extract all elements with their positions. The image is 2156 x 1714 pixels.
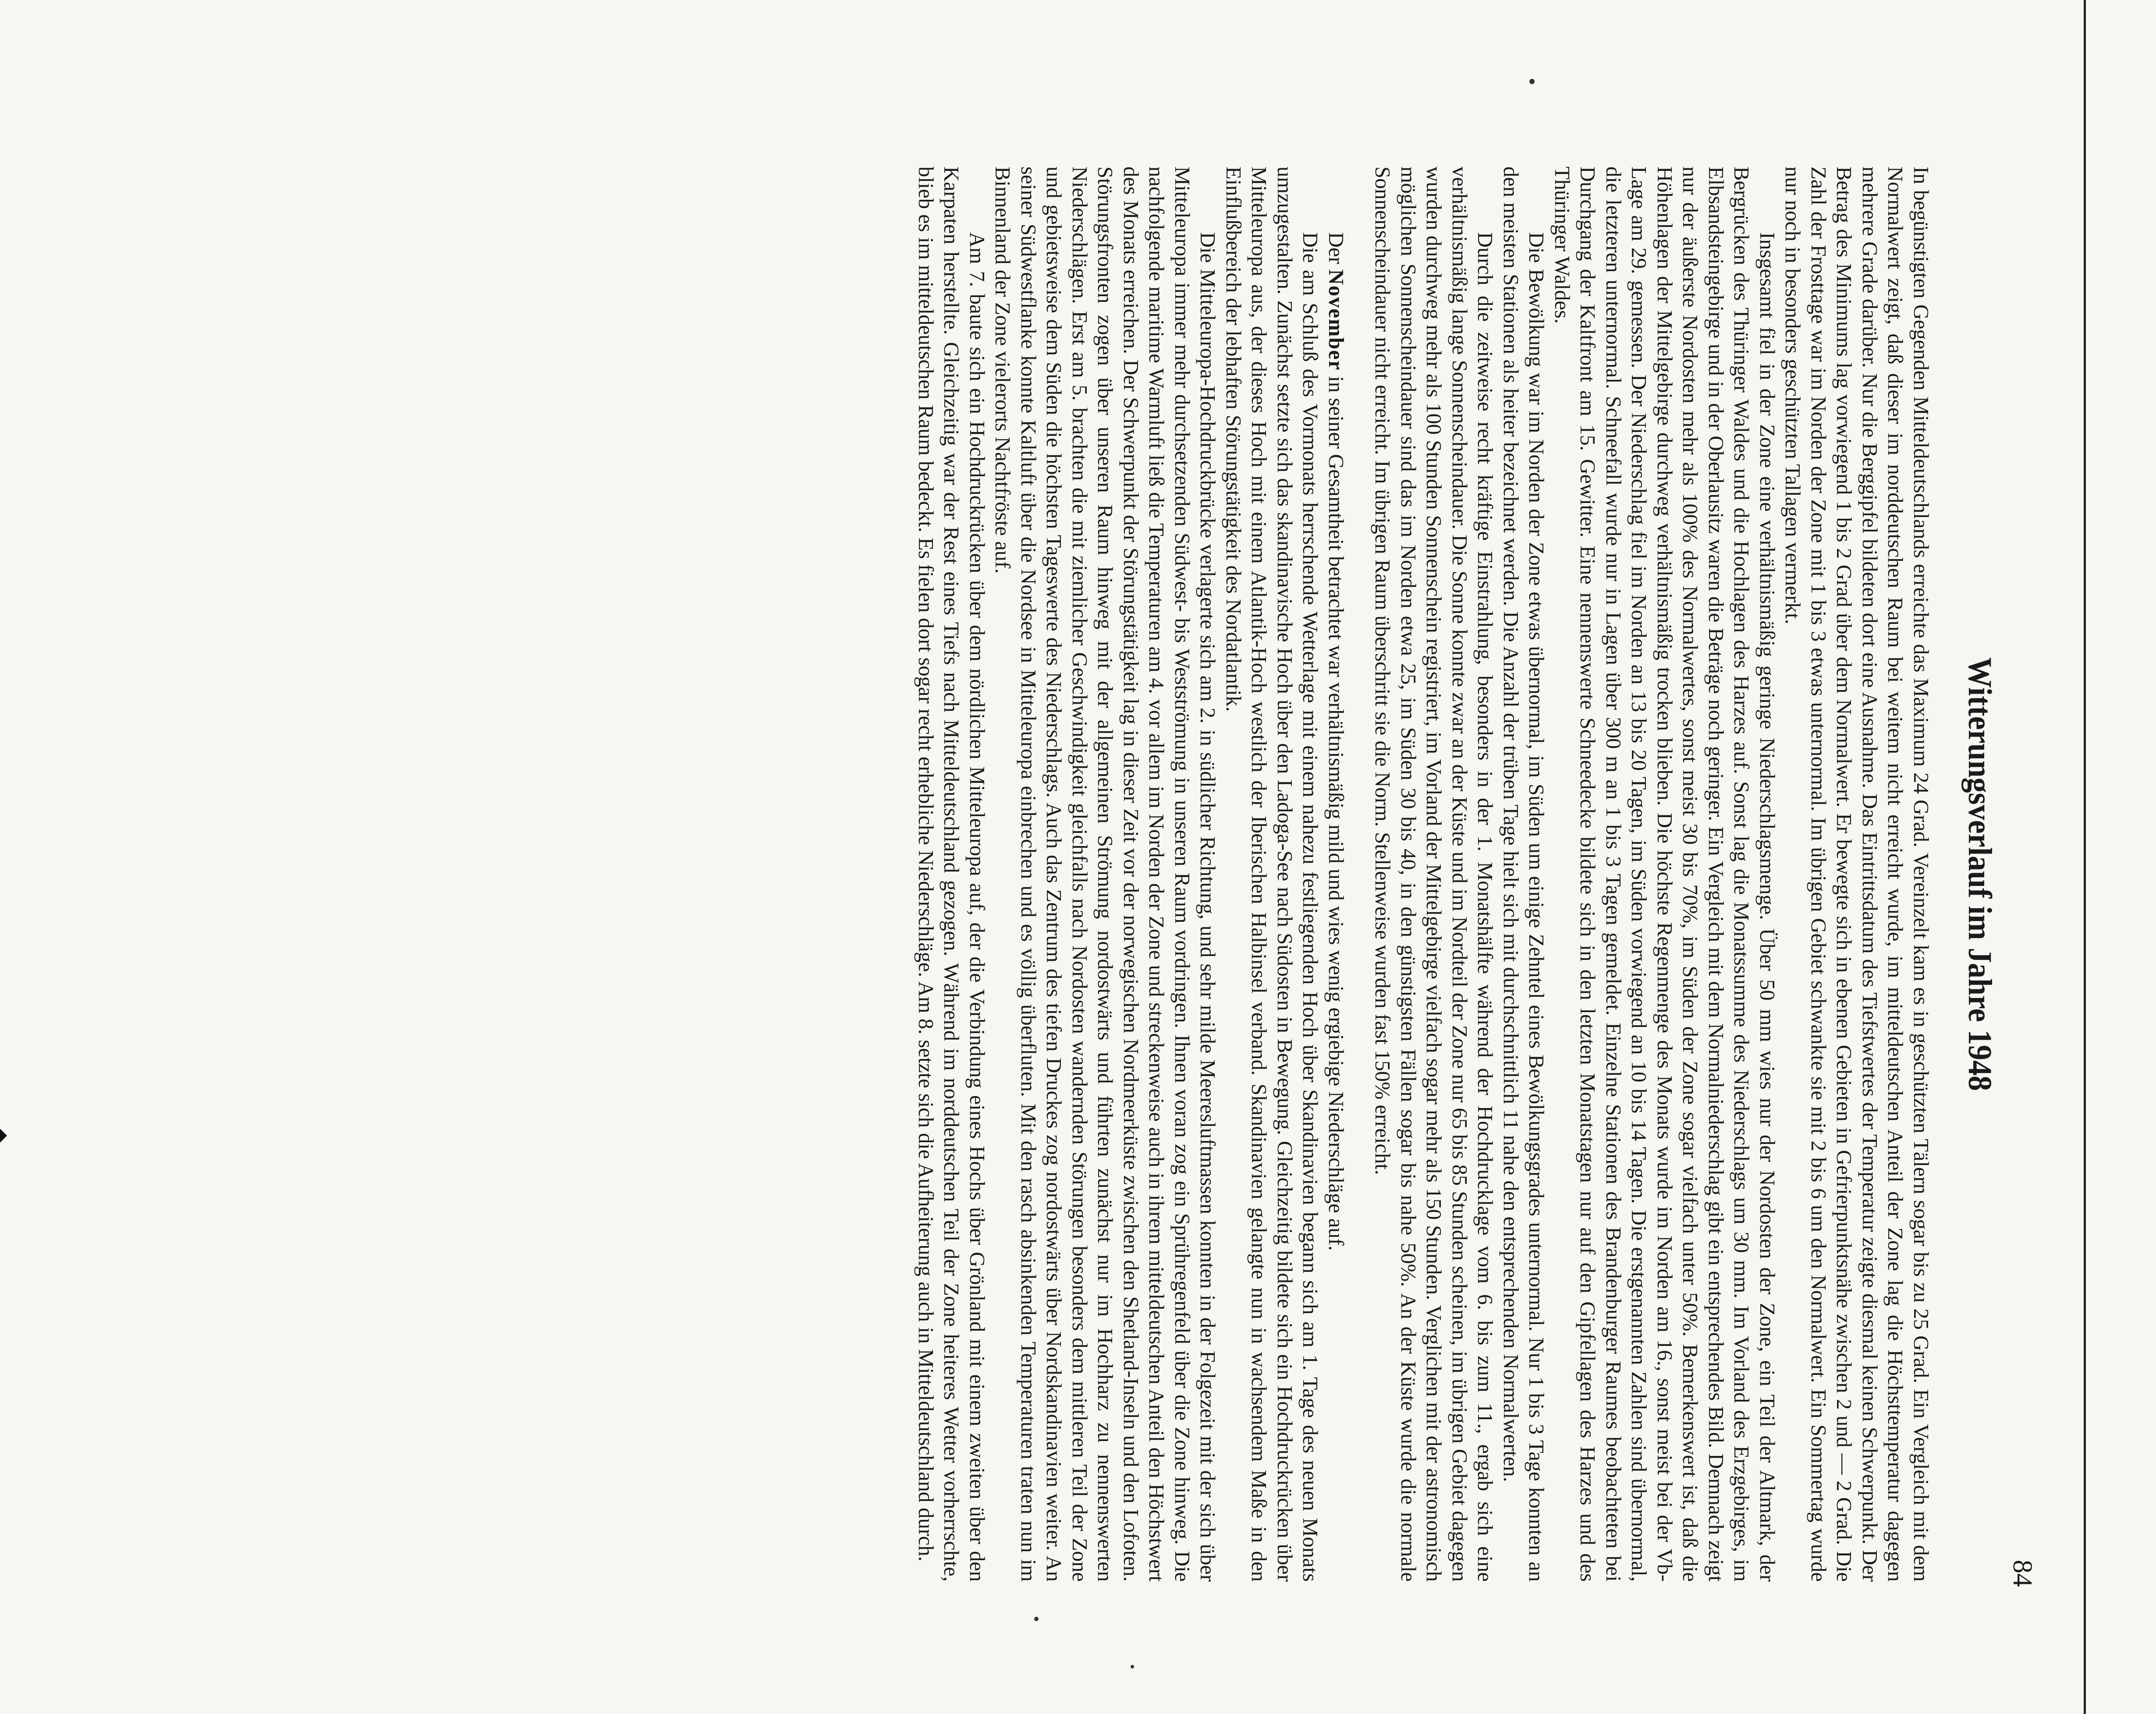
- article: [913, 166, 1999, 1582]
- month-heading: November: [1324, 269, 1348, 371]
- page-number: 84: [2007, 1560, 2037, 1587]
- scan-speck: [1034, 1617, 1039, 1621]
- scan-speck: [1131, 1665, 1134, 1668]
- paragraph: Durch die zeitweise recht kräftige Einstrahlung, besonders in der 1. Monatshälfte während der Hochdrucklage vom 6. bis zum 11., ergab sich eine verhältnismäßig lange Sonnenscheindauer. Die Sonne konnte zwar an der Küste und im Nordteil der Zone nur 65 bis 85 Stunden scheinen, im übrigen Gebiet dagegen wurden durchweg mehr als 100 Stunden Sonnenschein registriert, im Vorland der Mittelgebirge vielfach sogar mehr als 150 Stunden. Verglichen mit der astronomisch möglichen Sonnenscheindauer sind das im Norden etwa 25, im Süden 30 bis 40, in den günstigsten Fällen sogar bis nahe 50%. An der Küste wurde die normale Sonnenscheindauer nicht erreicht. Im übrigen Raum überschritt sie die Norm. Stellenweise wurden fast 150% erreicht.: [1371, 166, 1497, 1582]
- paragraph: Insgesamt fiel in der Zone eine verhältnismäßig geringe Niederschlagsmenge. Über 50 mm wies nur der Nordosten der Zone, ein Teil der Altmark, der Bergrücken des Thüringer Waldes und die Hochlagen des Harzes auf. Sonst lag die Monatssumme des Niederschlags um 30 mm. Im Vorland des Erzgebirges, im Elbsandsteingebirge und in der Oberlausitz waren die Beträge noch geringer. Ein Vergleich mit dem Normalniederschlag gibt ein entsprechendes Bild. Demnach zeigt nur der äußerste Nordosten mehr als 100% des Normalwertes, sonst meist 30 bis 70%, im Süden der Zone sogar vielfach unter 50%. Bemerkenswert ist, daß die Höhenlagen der Mittelgebirge durchweg verhältnismäßig trocken blieben. Die höchste Regenmenge des Monats wurde im Norden am 16., sonst meist bei der Vb-Lage am 29. gemessen. Der Niederschlag fiel im Norden an 13 bis 20 Tagen, im Süden vorwiegend an 10 bis 14 Tagen. Die erstgenannten Zahlen sind übernormal, die letzteren unternormal. Schneefall wurde nur in Lagen über 300 m an 1 bis 3 Tagen gemeldet. Einzelne Stationen des Brandenburger Raumes beobachteten bei Durchgang der Kaltfront am 15. Gewitter. Eine nennenswerte Schneedecke bildete sich in den letzten Monatstagen nur auf den Gipfellagen des Harzes und des Thüringer Waldes.: [1550, 166, 1779, 1582]
- paragraph: In begünstigten Gegenden Mitteldeutschlands erreichte das Maximum 24 Grad. Vereinzelt kam es in geschützten Tälern sogar bis zu 25 Grad. Ein Vergleich mit dem Normalwert zeigt, daß dieser im norddeutschen Raum bei weitem nicht erreicht wurde, im mitteldeutschen Anteil der Zone lag die Höchsttemperatur dagegen mehrere Grade darüber. Nur die Berggipfel bildeten dort eine Ausnahme. Das Eintrittsdatum des Tiefstwertes der Temperatur zeigte diesmal keinen Schwerpunkt. Der Betrag des Minimums lag vorwiegend 1 bis 2 Grad über dem Normalwert. Er bewegte sich in ebenen Gebieten in Gefrierpunktsnähe zwischen 2 und — 2 Grad. Die Zahl der Frosttage war im Norden der Zone mit 1 bis 3 etwas unternormal. Im übrigen Gebiet schwankte sie mit 2 bis 6 um den Normalwert. Ein Sommertag wurde nur noch in besonders geschützten Tallagen vermerkt.: [1781, 166, 1933, 1582]
- edge-marker: [0, 1126, 7, 1145]
- paragraph-text: in seiner Gesamtheit betrachtet war verhältnismäßig mild und wies wenig ergiebige Niederschläge auf.: [1324, 371, 1348, 1251]
- paragraph: Die am Schluß des Vormonats herrschende Wetterlage mit einem nahezu festliegenden Hoch über Skandinavien begann sich am 1. Tage des neuen Monats umzugestalten. Zunächst setzte sich das skandinavische Hoch über den Ladoga-See nach Südosten in Bewegung. Gleichzeitig bildete sich ein Hochdruckrücken über Mitteleuropa aus, der dieses Hoch mit einem Atlantik-Hoch westlich der Iberischen Halbinsel verband. Skandinavien gelangte nun in wachsendem Maße in den Einflußbereich der lebhaften Störungstätigkeit des Nordatlantik.: [1222, 166, 1322, 1582]
- paragraph: Am 7. baute sich ein Hochdruckrücken über dem nördlichen Mitteleuropa auf, der die Verbindung eines Hochs über Grönland mit einem zweiten über den Karpaten herstellte. Gleichzeitig war der Rest eines Tiefs nach Mitteldeutschland gezogen. Während im norddeutschen Teil der Zone heiteres Wetter vorherrschte, blieb es im mitteldeutschen Raum bedeckt. Es fielen dort sogar recht erhebliche Niederschläge. Am 8. setzte sich die Aufheiterung auch in Mitteldeutschland durch.: [914, 166, 989, 1582]
- november-intro-paragraph: [1323, 166, 1349, 1582]
- paragraph: Die Bewölkung war im Norden der Zone etwas übernormal, im Süden um einige Zehntel eines Bewölkungsgrades unternormal. Nur 1 bis 3 Tage konnten an den meisten Stationen als heiter bezeichnet werden. Die Anzahl der trüben Tage hielt sich mit durchschnittlich 11 nahe den entsprechenden Normalwerten.: [1499, 166, 1548, 1582]
- article-title: Witterungsverlauf im Jahre 1948: [1961, 657, 1998, 1091]
- scan-rule: [2084, 0, 2086, 1714]
- paragraph-lead: Der: [1324, 232, 1348, 264]
- paragraph: Die Mitteleuropa-Hochdruckbrücke verlagerte sich am 2. in südlicher Richtung, und sehr milde Meeresluftmassen konnten in der Folgezeit mit der sich über Mitteleuropa immer mehr durchsetzenden Südwest- bis Westströmung in unseren Raum vordringen. Ihnen voran zog ein Sprühregenfeld über die Zone hinweg. Die nachfolgende maritime Warmluft ließ die Temperaturen am 4. vor allem im Norden der Zone und streckenweise auch in ihrem mitteldeutschen Anteil den Höchstwert des Monats erreichen. Der Schwerpunkt der Störungstätigkeit lag in dieser Zeit vor der norwegischen Nordmeerküste zwischen den Shetland-Inseln und den Lofoten. Störungsfronten zogen über unseren Raum hinweg mit der allgemeinen Strömung nordostwärts und führten zunächst nur im Hochharz zu nennenswerten Niederschlägen. Erst am 5. brachten die mit ziemlicher Geschwindigkeit gleichfalls nach Nordosten wandernden Störungen besonders dem mittleren Teil der Zone und gebietsweise dem Süden die höchsten Tageswerte des Niederschlags. Auch das Zentrum des tiefen Druckes zog nordostwärts über Nordskandinavien weiter. An seiner Südwestflanke konnte Kaltluft über die Nordsee in Mitteleuropa einbrechen und es völlig überfluten. Mit den rasch absinkenden Temperaturen traten nun im Binnenland der Zone vielerorts Nachtfröste auf.: [991, 166, 1220, 1582]
- scan-speck: [1529, 79, 1535, 84]
